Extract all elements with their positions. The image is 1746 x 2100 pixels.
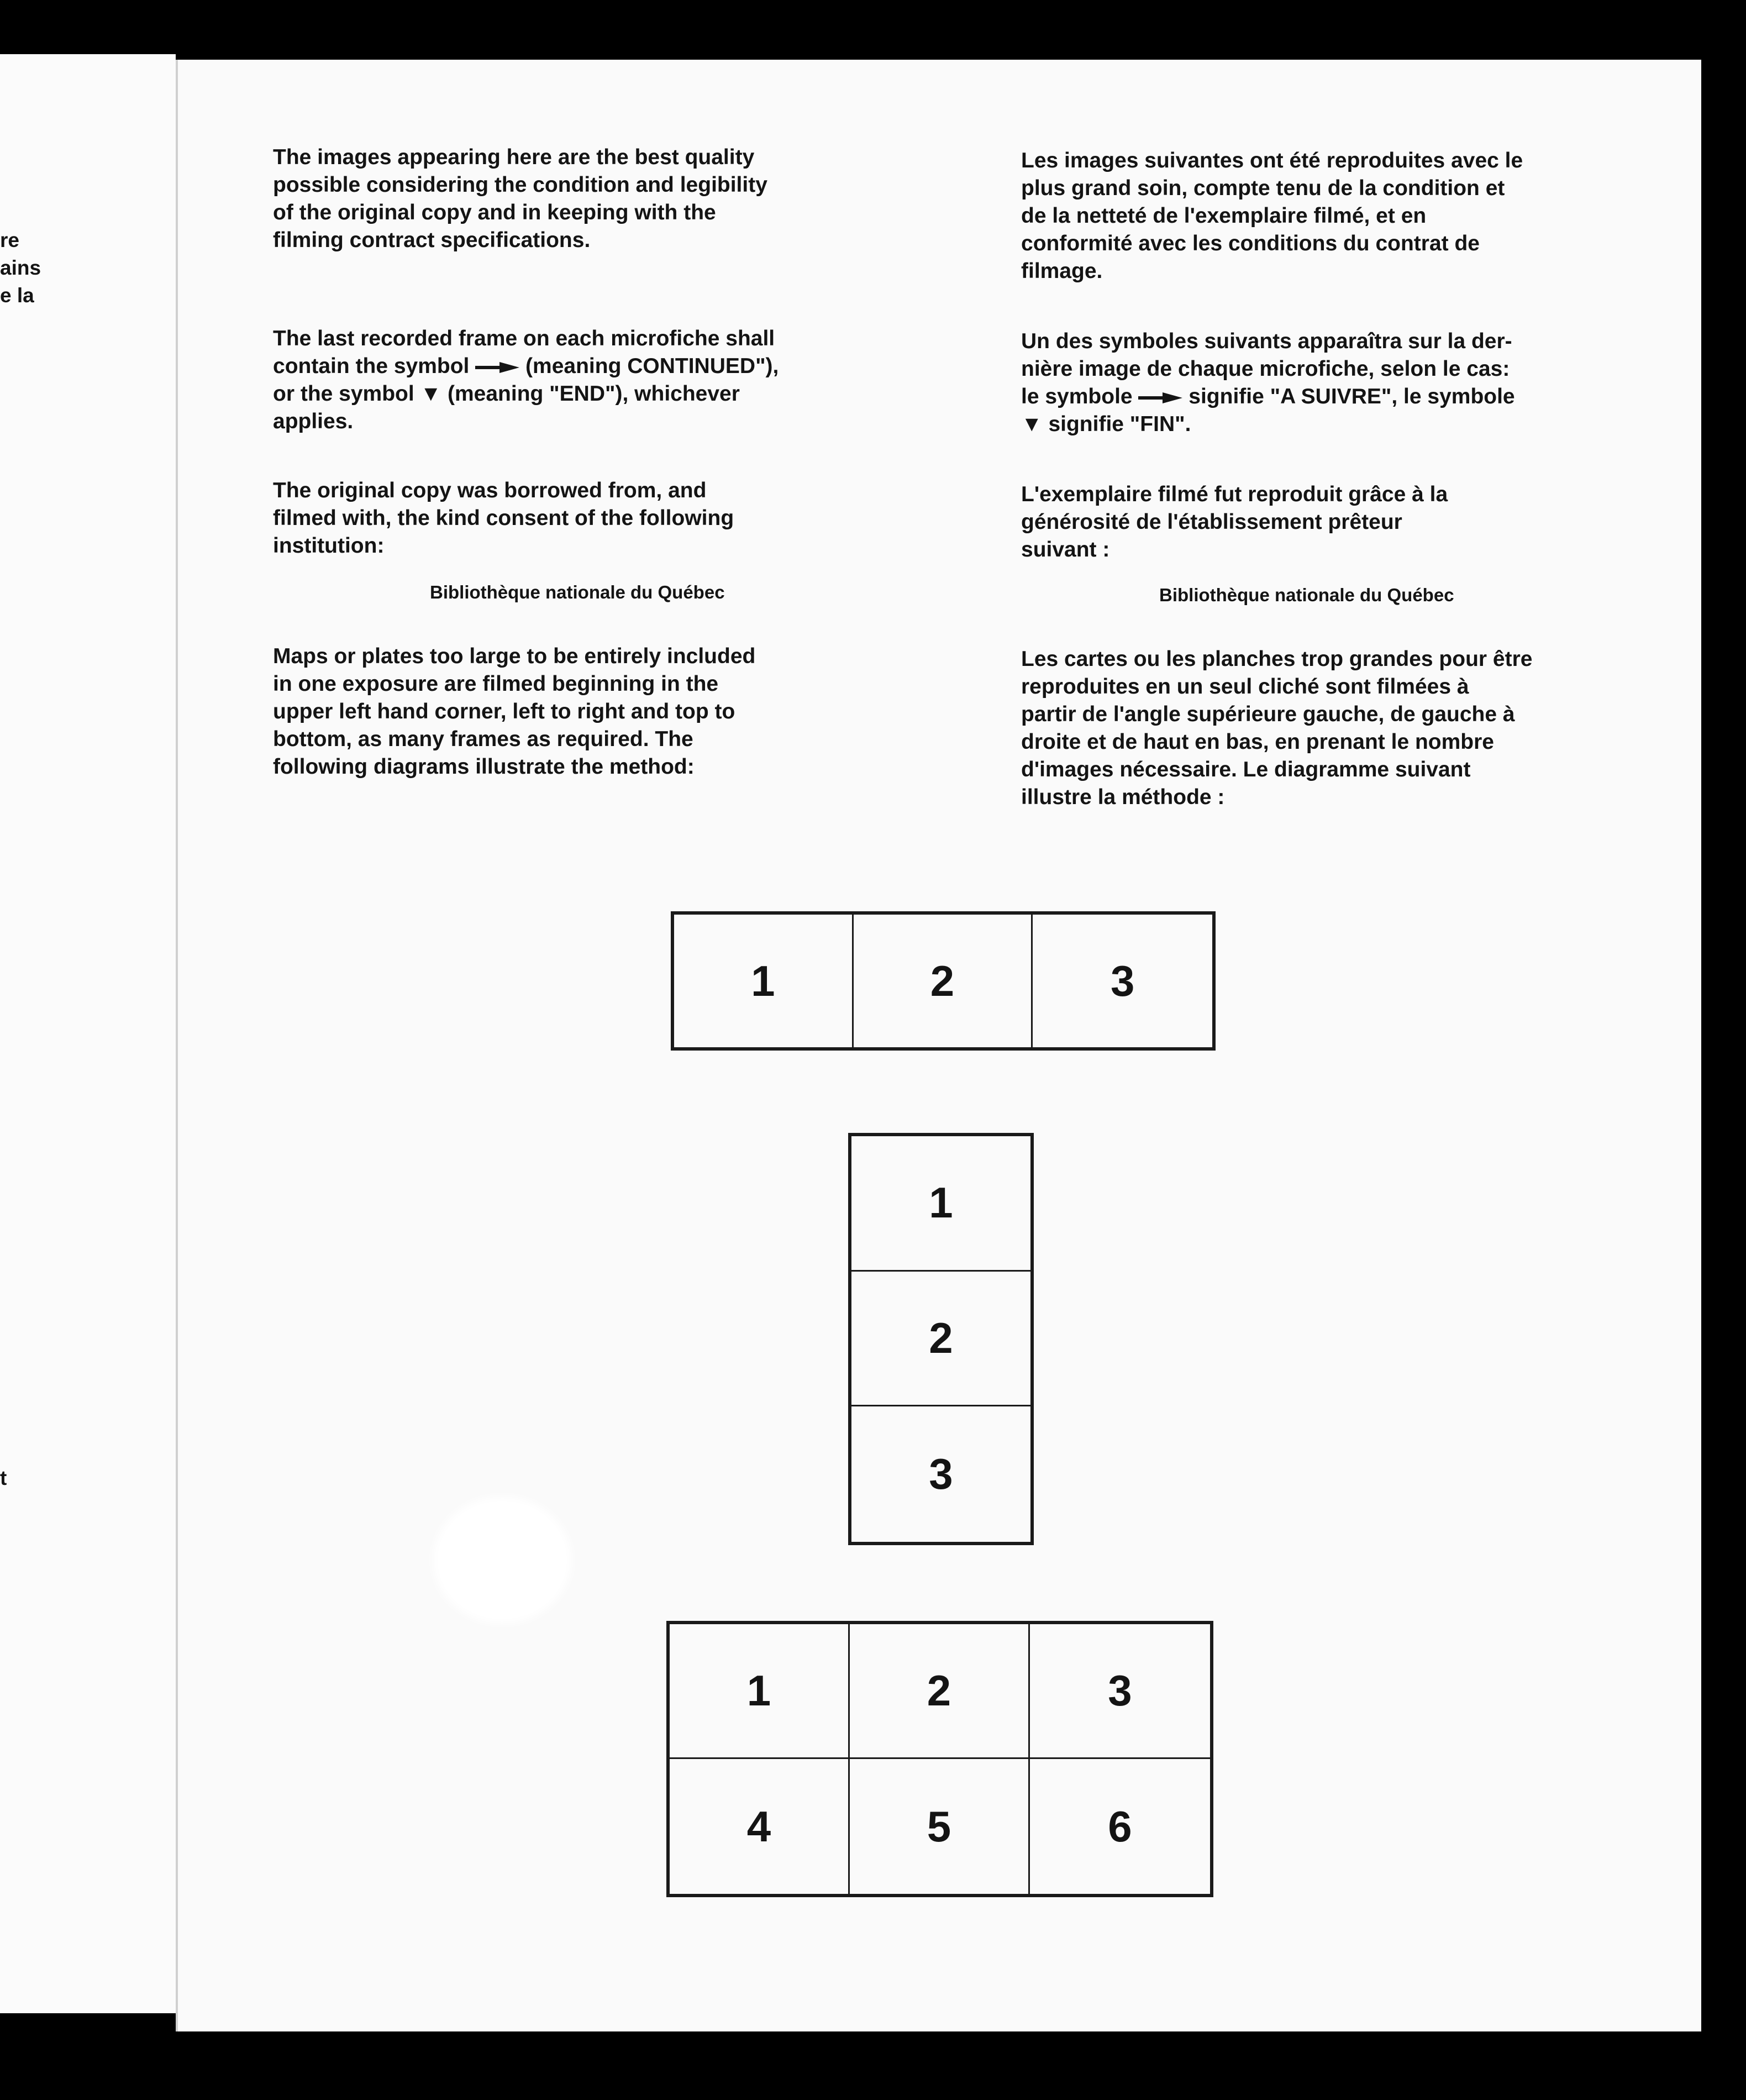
left-fragment-4: t <box>0 1467 7 1489</box>
main-page <box>176 60 1701 2031</box>
diagram-grid-cell-2: 2 <box>850 1624 1030 1759</box>
diagram-vertical-column <box>848 1133 1034 1545</box>
english-p2 <box>273 325 903 435</box>
diagram-grid-cell-6: 6 <box>1108 1802 1132 1851</box>
diagram-row-cell-2: 2 <box>854 915 1033 1047</box>
french-paragraph-institution <box>1021 481 1684 564</box>
left-fragment-2: ains <box>0 256 41 279</box>
left-page-text-fragments <box>0 227 41 309</box>
light-smudge <box>433 1497 571 1624</box>
diagram-row-cell-1: 1 <box>674 915 854 1047</box>
french-p2-part-a: Un des symboles suivants apparaîtra sur la der- nière image de chaque microfiche, selon le cas: le symbole <box>1021 329 1512 408</box>
english-paragraph-quality <box>273 144 903 254</box>
french-p2 <box>1021 328 1684 438</box>
french-p4: Les cartes ou les planches trop grandes pour être reproduites en un seul cliché sont filmées à partir de l'angle supérieure gauche, de gauche à droite et de haut en bas, en prenant le nombre d'images nécessaire. Le diagramme suivant illustre la méthode : <box>1021 647 1533 809</box>
diagram-grid-cell-3: 3 <box>1030 1624 1210 1759</box>
french-p1: Les images suivantes ont été reproduites avec le plus grand soin, compte tenu de la condition et de la netteté de l'exemplaire filmé, et en conformité avec les conditions du contrat de filmage. <box>1021 149 1523 283</box>
english-p3: The original copy was borrowed from, and filmed with, the kind consent of the following institution: <box>273 479 734 558</box>
french-p2-part-b: signifie "A SUIVRE", le symbole <box>1188 385 1515 408</box>
diagram-horizontal-row <box>671 911 1216 1051</box>
diagram-grid-cell-4: 4 <box>670 1759 850 1894</box>
diagram-row-cell-3: 3 <box>1110 956 1135 1005</box>
english-paragraph-maps <box>273 643 903 781</box>
french-p2-part-c: signifie "FIN". <box>1042 412 1191 436</box>
end-triangle-icon: ▼ <box>420 382 442 406</box>
diagram-column-cell-3: 3 <box>929 1450 953 1499</box>
french-paragraph-symbols <box>1021 328 1684 438</box>
diagram-column-cell-2: 2 <box>851 1272 1030 1407</box>
english-p2-part-a: The last recorded frame on each microfiche shall contain the symbol <box>273 327 775 378</box>
diagram-grid-cell-5: 5 <box>850 1759 1030 1894</box>
english-p2-part-b: (meaning CONTINUED"), or the symbol <box>273 354 779 406</box>
continued-arrow-icon <box>475 361 519 374</box>
english-paragraph-institution <box>273 477 903 560</box>
english-library-name: Bibliothèque nationale du Québec <box>430 582 725 602</box>
diagram-grid <box>666 1621 1213 1897</box>
fin-triangle-icon: ▼ <box>1021 412 1043 436</box>
left-fragment-3: e la <box>0 284 34 307</box>
diagram-grid-cell-1: 1 <box>670 1624 850 1759</box>
english-p4: Maps or plates too large to be entirely included in one exposure are filmed beginning in the upper left hand corner, left to right and top to bottom, as many frames as required. The following diagrams illustrate the method: <box>273 644 756 779</box>
english-p2-part-c: (meaning "END"), whichever applies. <box>273 382 740 433</box>
english-paragraph-symbols <box>273 325 903 435</box>
french-p3: L'exemplaire filmé fut reproduit grâce à la générosité de l'établissement prêteur suivant : <box>1021 482 1448 561</box>
diagram-column-cell-1: 1 <box>851 1136 1030 1272</box>
suivre-arrow-icon <box>1138 391 1182 405</box>
french-paragraph-maps <box>1021 645 1684 811</box>
english-p1: The images appearing here are the best quality possible considering the condition and legibility of the original copy and in keeping with the filming contract specifications. <box>273 145 767 252</box>
left-fragment-1: re <box>0 229 19 251</box>
left-partial-page <box>0 54 176 2013</box>
french-paragraph-quality <box>1021 147 1684 285</box>
french-library-name: Bibliothèque nationale du Québec <box>1159 585 1454 605</box>
